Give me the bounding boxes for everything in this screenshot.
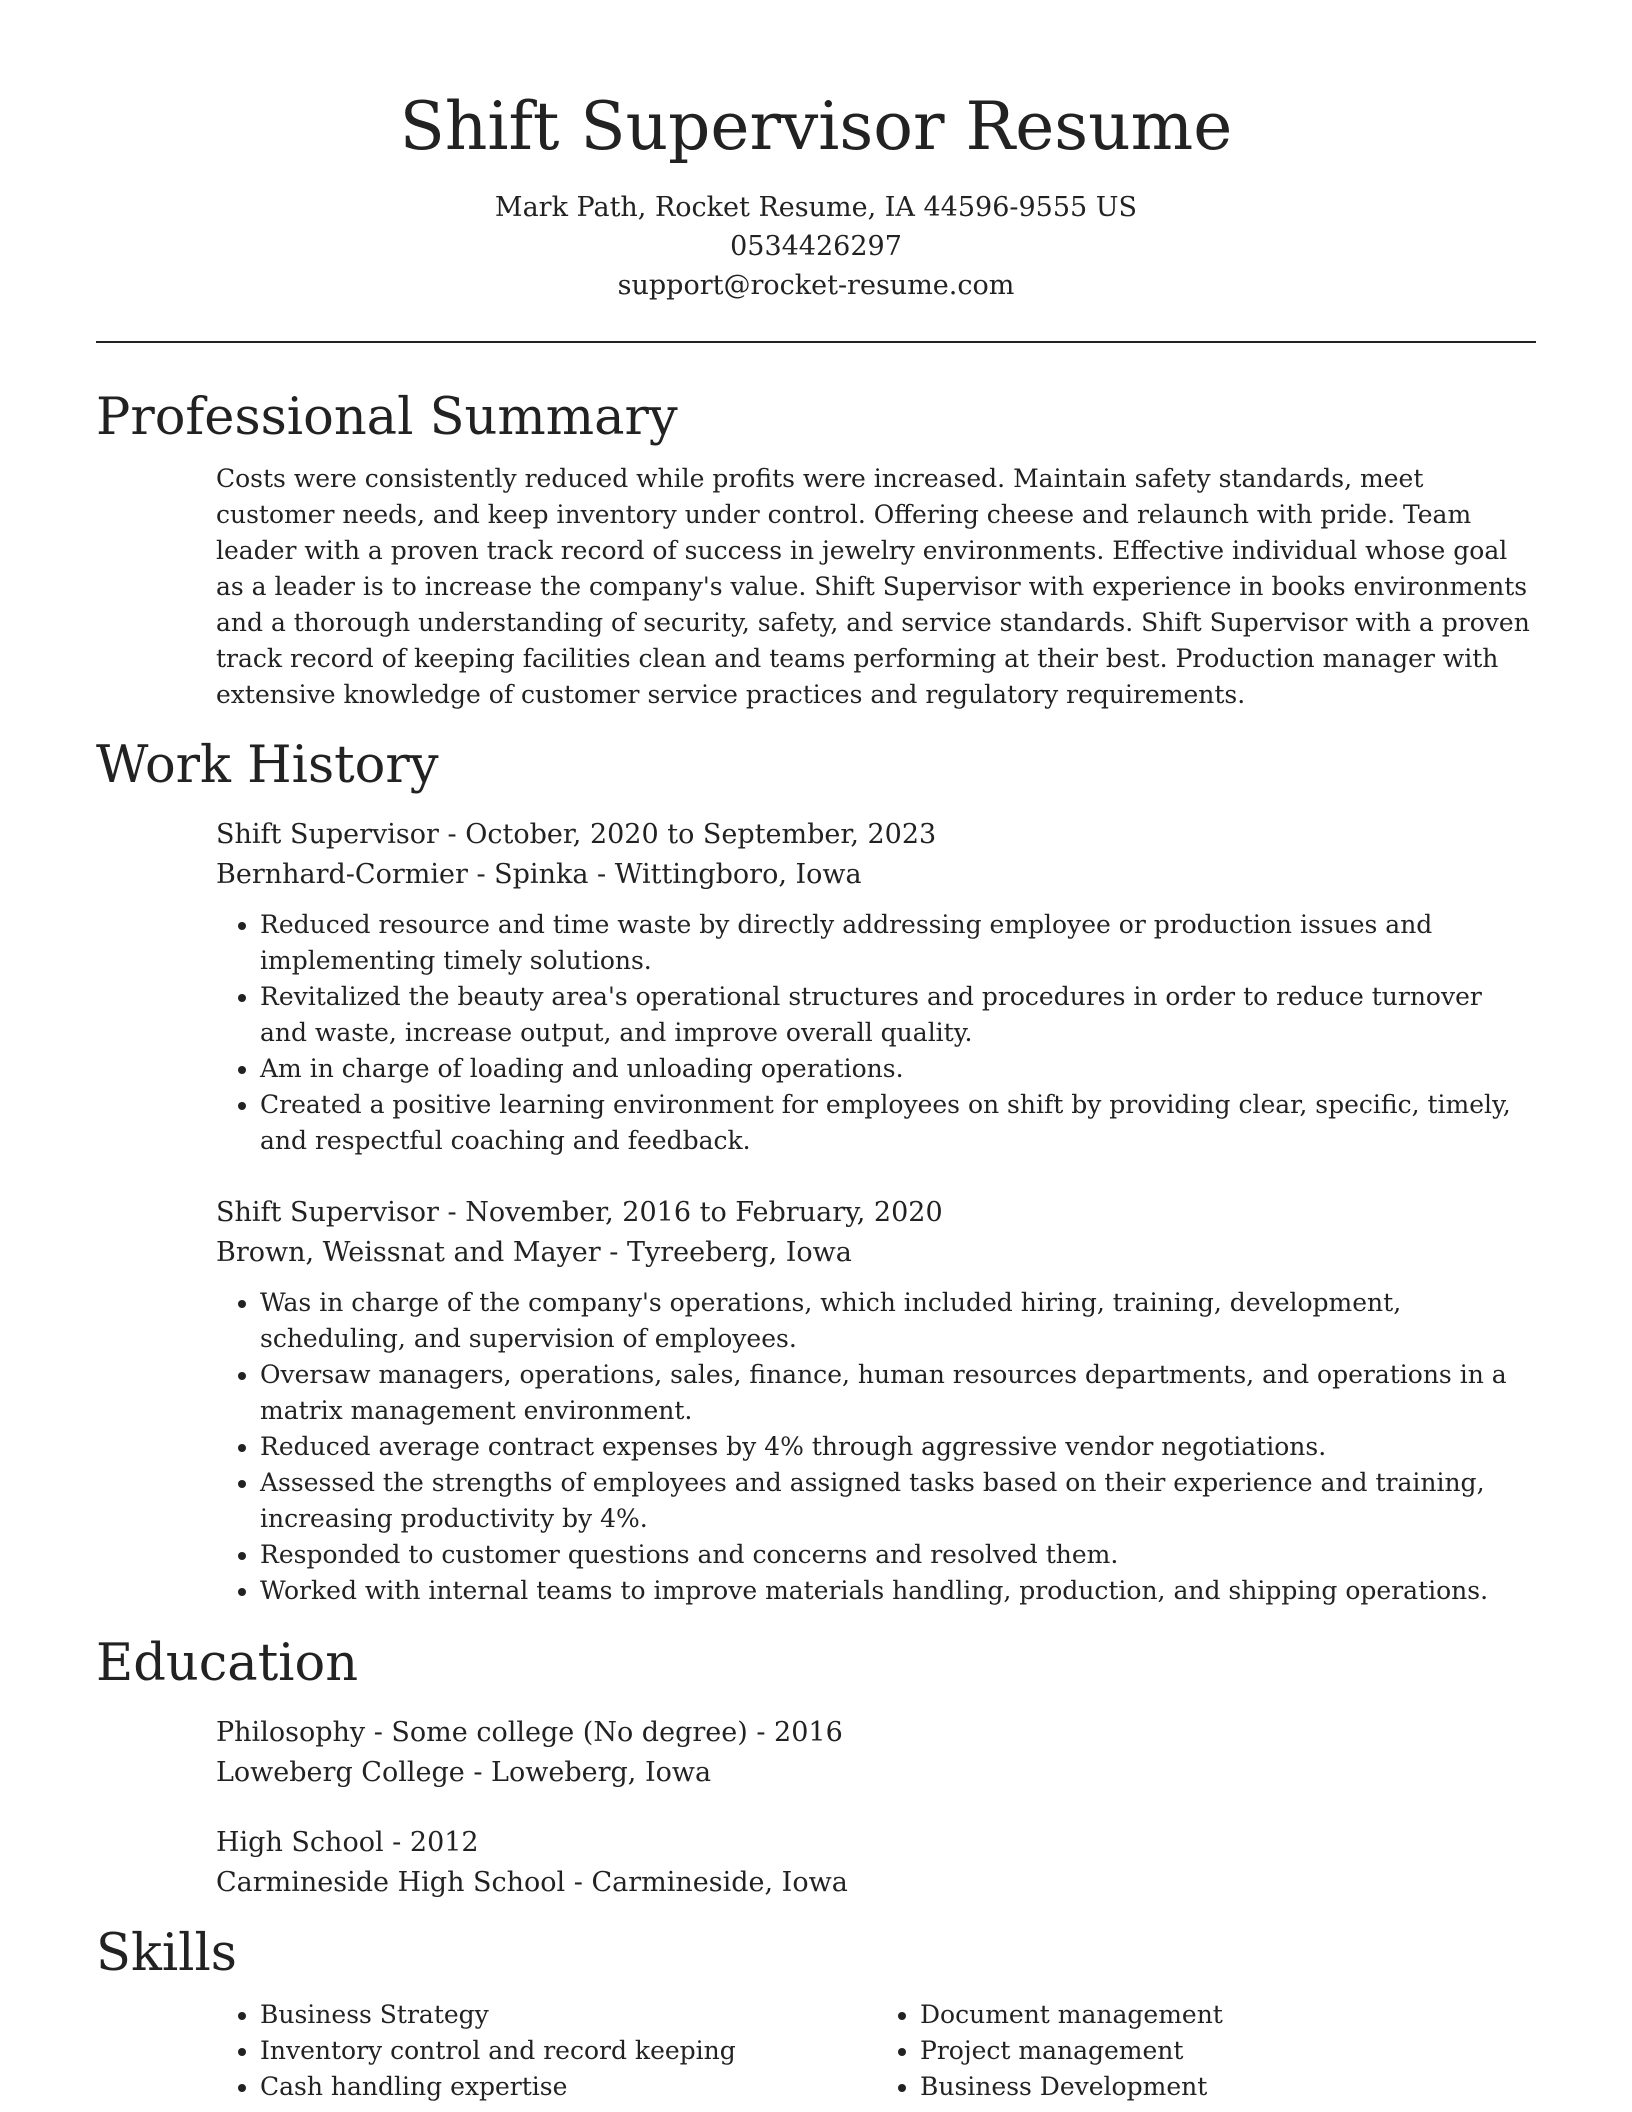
section-title-work-history: Work History (96, 736, 439, 795)
education-year: 2012 (409, 1827, 479, 1858)
education-school: Loweberg College (216, 1757, 465, 1788)
section-title-education: Education (96, 1634, 359, 1693)
job-employer-line: Brown, Weissnat and Mayer - Tyreeberg, Iowa (216, 1237, 852, 1268)
job-bullets (216, 1285, 1536, 1609)
resume-page (96, 0, 1536, 2105)
education-school-line: Loweberg College - Loweberg, Iowa (216, 1757, 712, 1788)
education-degree-line: Philosophy - Some college (No degree) - 2016 (216, 1717, 843, 1748)
resume-title: Shift Supervisor Resume (399, 88, 1233, 165)
job-bullets (216, 907, 1536, 1159)
skill-item: • Cash handling expertise (260, 2069, 876, 2105)
education-location: Carmineside, Iowa (591, 1867, 848, 1898)
job-bullet: • Created a positive learning environment for employees on shift by providing clear, specific, timely, and respectful coaching and feedback. (260, 1087, 1536, 1159)
skills-columns (216, 1997, 1536, 2105)
education-entry (216, 1713, 1536, 1793)
job-bullet: • Reduced resource and time waste by directly addressing employee or production issues and implementing timely solutions. (260, 907, 1536, 979)
education-degree: Some college (No degree) (391, 1717, 748, 1748)
resume-header (96, 0, 1536, 305)
job-title-line: Shift Supervisor - November, 2016 to February, 2020 (216, 1197, 943, 1228)
professional-summary-section (96, 385, 1536, 713)
contact-email: support@rocket-resume.com (617, 270, 1015, 301)
contact-phone: 0534426297 (730, 231, 902, 262)
education-field: Philosophy (216, 1717, 366, 1748)
job-location: Wittingboro, Iowa (614, 859, 862, 890)
education-school: Carmineside High School (216, 1867, 566, 1898)
section-title-summary: Professional Summary (96, 388, 678, 447)
job-bullet: • Responded to customer questions and concerns and resolved them. (260, 1537, 1536, 1573)
job-entry (216, 815, 1536, 1159)
education-field: High School (216, 1827, 384, 1858)
education-year: 2016 (774, 1717, 843, 1748)
contact-address: Mark Path, Rocket Resume, IA 44596-9555 US (494, 192, 1138, 223)
job-bullet: • Assessed the strengths of employees and assigned tasks based on their experience and training, increasing productivity by 4%. (260, 1465, 1536, 1537)
job-bullet: • Worked with internal teams to improve materials handling, production, and shipping operations. (260, 1573, 1536, 1609)
job-title: Shift Supervisor (216, 819, 439, 850)
job-bullet: • Am in charge of loading and unloading operations. (260, 1051, 1536, 1087)
skills-list-right (876, 1997, 1536, 2105)
education-degree-line: High School - 2012 (216, 1827, 479, 1858)
skill-item: • Document management (920, 1997, 1536, 2033)
job-location: Tyreeberg, Iowa (627, 1237, 852, 1268)
skill-item: • Project management (920, 2033, 1536, 2069)
skills-section (96, 1921, 1536, 2105)
job-bullet: • Oversaw managers, operations, sales, finance, human resources departments, and operations in a matrix management environment. (260, 1357, 1536, 1429)
job-employer: Bernhard-Cormier - Spinka (216, 859, 589, 890)
work-history-section (96, 733, 1536, 1609)
skills-list-left (216, 1997, 876, 2105)
skill-item: • Business Strategy (260, 1997, 876, 2033)
education-section (96, 1631, 1536, 1903)
skill-item: • Business Development (920, 2069, 1536, 2105)
job-bullet: • Revitalized the beauty area's operational structures and procedures in order to reduce turnover and waste, increase output, and improve overall quality. (260, 979, 1536, 1051)
job-bullet: • Reduced average contract expenses by 4% through aggressive vendor negotiations. (260, 1429, 1536, 1465)
job-entry (216, 1193, 1536, 1609)
job-employer: Brown, Weissnat and Mayer (216, 1237, 601, 1268)
job-bullet: • Was in charge of the company's operations, which included hiring, training, development, scheduling, and supervision of employees. (260, 1285, 1536, 1357)
contact-info (96, 188, 1536, 305)
summary-text: Costs were consistently reduced while profits were increased. Maintain safety standards, meet customer needs, and keep inventory under control. Offering cheese and relaunch with pride. Team leader with a proven track record of success in jewelry environments. Effective individual whose goal as a leader is to increase the company's value. Shift Supervisor with experience in books environments and a thorough understanding of security, safety, and service standards. Shift Supervisor with a proven track record of keeping facilities clean and teams performing at their best. Production manager with extensive knowledge of customer service practices and regulatory requirements. (216, 464, 1530, 709)
header-divider (96, 341, 1536, 343)
job-title-line: Shift Supervisor - October, 2020 to September, 2023 (216, 819, 937, 850)
job-title: Shift Supervisor (216, 1197, 439, 1228)
job-employer-line: Bernhard-Cormier - Spinka - Wittingboro, Iowa (216, 859, 862, 890)
education-location: Loweberg, Iowa (491, 1757, 712, 1788)
skill-item: • Inventory control and record keeping (260, 2033, 876, 2069)
education-school-line: Carmineside High School - Carmineside, Iowa (216, 1867, 848, 1898)
job-dates: November, 2016 to February, 2020 (465, 1197, 943, 1228)
section-title-skills: Skills (96, 1924, 237, 1983)
education-entry (216, 1823, 1536, 1903)
job-dates: October, 2020 to September, 2023 (465, 819, 937, 850)
